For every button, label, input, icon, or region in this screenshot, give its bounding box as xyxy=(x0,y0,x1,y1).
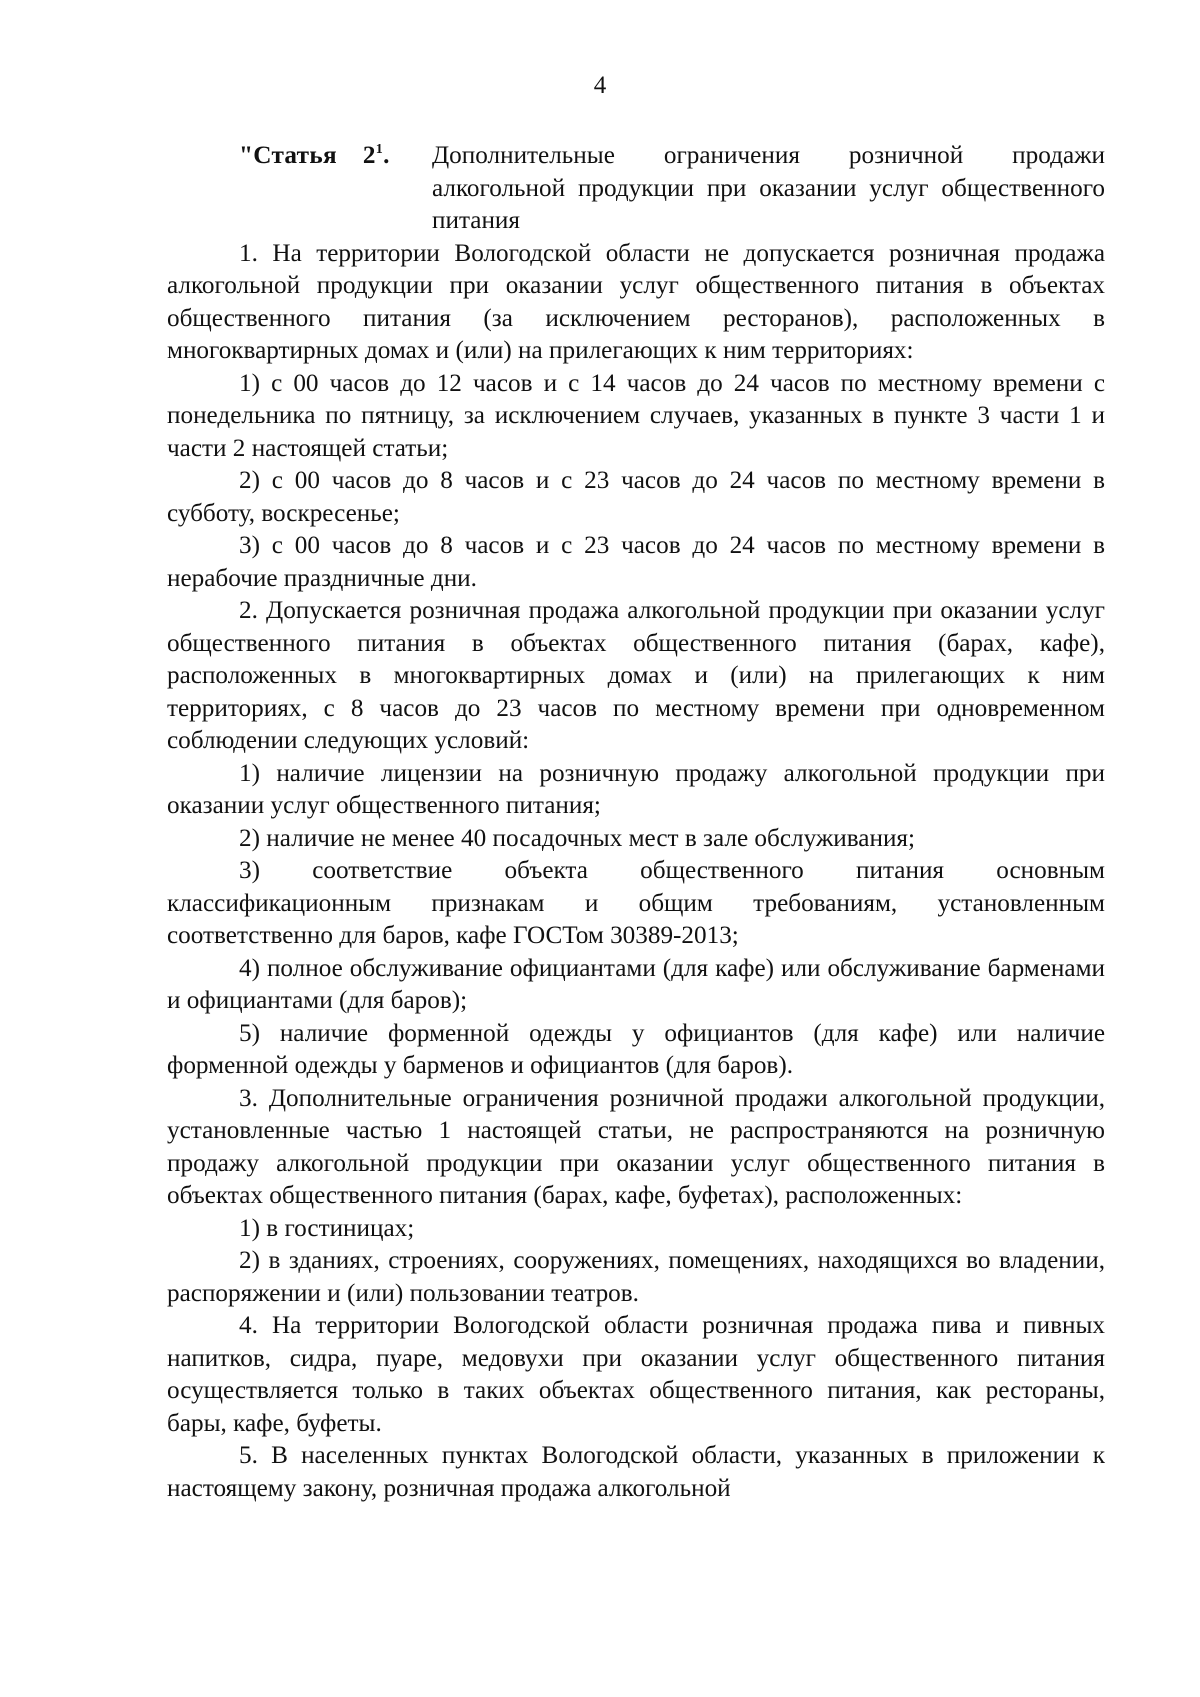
paragraph-3-item-2: 2) в зданиях, строениях, сооружениях, помещениях, находящихся во владении, распоряжении и (или) пользовании театров. xyxy=(167,1247,1105,1307)
paragraph-2: 2. Допускается розничная продажа алкогольной продукции при оказании услуг общественного питания в объектах общественного питания (барах, кафе), расположенных в многоквартирных домах и (или) на прилегающих к ним территориях, с 8 часов до 23 часов по местному времени при одновременном соблюдении следующих условий: xyxy=(167,597,1105,754)
article-heading xyxy=(239,140,1105,238)
paragraph-1-item-2: 2) с 00 часов до 8 часов и с 23 часов до 24 часов по местному времени в субботу, воскресенье; xyxy=(167,467,1105,527)
paragraph-1-item-1: 1) с 00 часов до 12 часов и с 14 часов до 24 часов по местному времени с понедельника по пятницу, за исключением случаев, указанных в пункте 3 части 1 и части 2 настоящей статьи; xyxy=(167,369,1105,462)
paragraph-3-item-1: 1) в гостиницах; xyxy=(239,1214,415,1242)
paragraph-2-item-2: 2) наличие не менее 40 посадочных мест в зале обслуживания; xyxy=(239,824,916,852)
paragraph-4: 4. На территории Вологодской области розничная продажа пива и пивных напитков, сидра, пуаре, медовухи при оказании услуг общественного питания осуществляется только в таких объектах общественного питания, как рестораны, бары, кафе, буфеты. xyxy=(167,1312,1105,1437)
paragraph-2-item-1: 1) наличие лицензии на розничную продажу алкогольной продукции при оказании услуг общественного питания; xyxy=(167,759,1105,819)
paragraph-1-item-3: 3) с 00 часов до 8 часов и с 23 часов до 24 часов по местному времени в нерабочие праздничные дни. xyxy=(167,532,1105,592)
paragraph-2-item-5: 5) наличие форменной одежды у официантов (для кафе) или наличие форменной одежды у барменов и официантов (для баров). xyxy=(167,1019,1105,1079)
article-number-suffix: . xyxy=(383,142,390,169)
paragraph-2-item-3: 3) соответствие объекта общественного питания основным классификационным признакам и общим требованиям, установленным соответственно для баров, кафе ГОСТом 30389-2013; xyxy=(167,857,1105,949)
paragraph-2-item-4: 4) полное обслуживание официантами (для кафе) или обслуживание барменами и официантами (для баров); xyxy=(167,954,1105,1014)
article-title: Дополнительные ограничения розничной продажи алкогольной продукции при оказании услуг общественного питания xyxy=(432,142,1105,234)
paragraph-3: 3. Дополнительные ограничения розничной продажи алкогольной продукции, установленные частью 1 настоящей статьи, не распространяются на розничную продажу алкогольной продукции при оказании услуг общественного питания в объектах общественного питания (барах, кафе, буфетах), расположенных: xyxy=(167,1084,1105,1209)
article-label xyxy=(239,140,432,238)
article-label-prefix: "Статья xyxy=(239,142,337,169)
paragraph-1: 1. На территории Вологодской области не допускается розничная продажа алкогольной продукции при оказании услуг общественного питания в объектах общественного питания (за исключением ресторанов), расположенных в многоквартирных домах и (или) на прилегающих к ним территориях: xyxy=(167,239,1105,364)
paragraph-5: 5. В населенных пунктах Вологодской области, указанных в приложении к настоящему закону, розничная продажа алкогольной xyxy=(167,1442,1105,1502)
page-number: 4 xyxy=(593,72,607,99)
article-number: 2 xyxy=(362,142,376,169)
article-number-superscript: 1 xyxy=(375,142,384,157)
document-body xyxy=(167,140,1105,1505)
